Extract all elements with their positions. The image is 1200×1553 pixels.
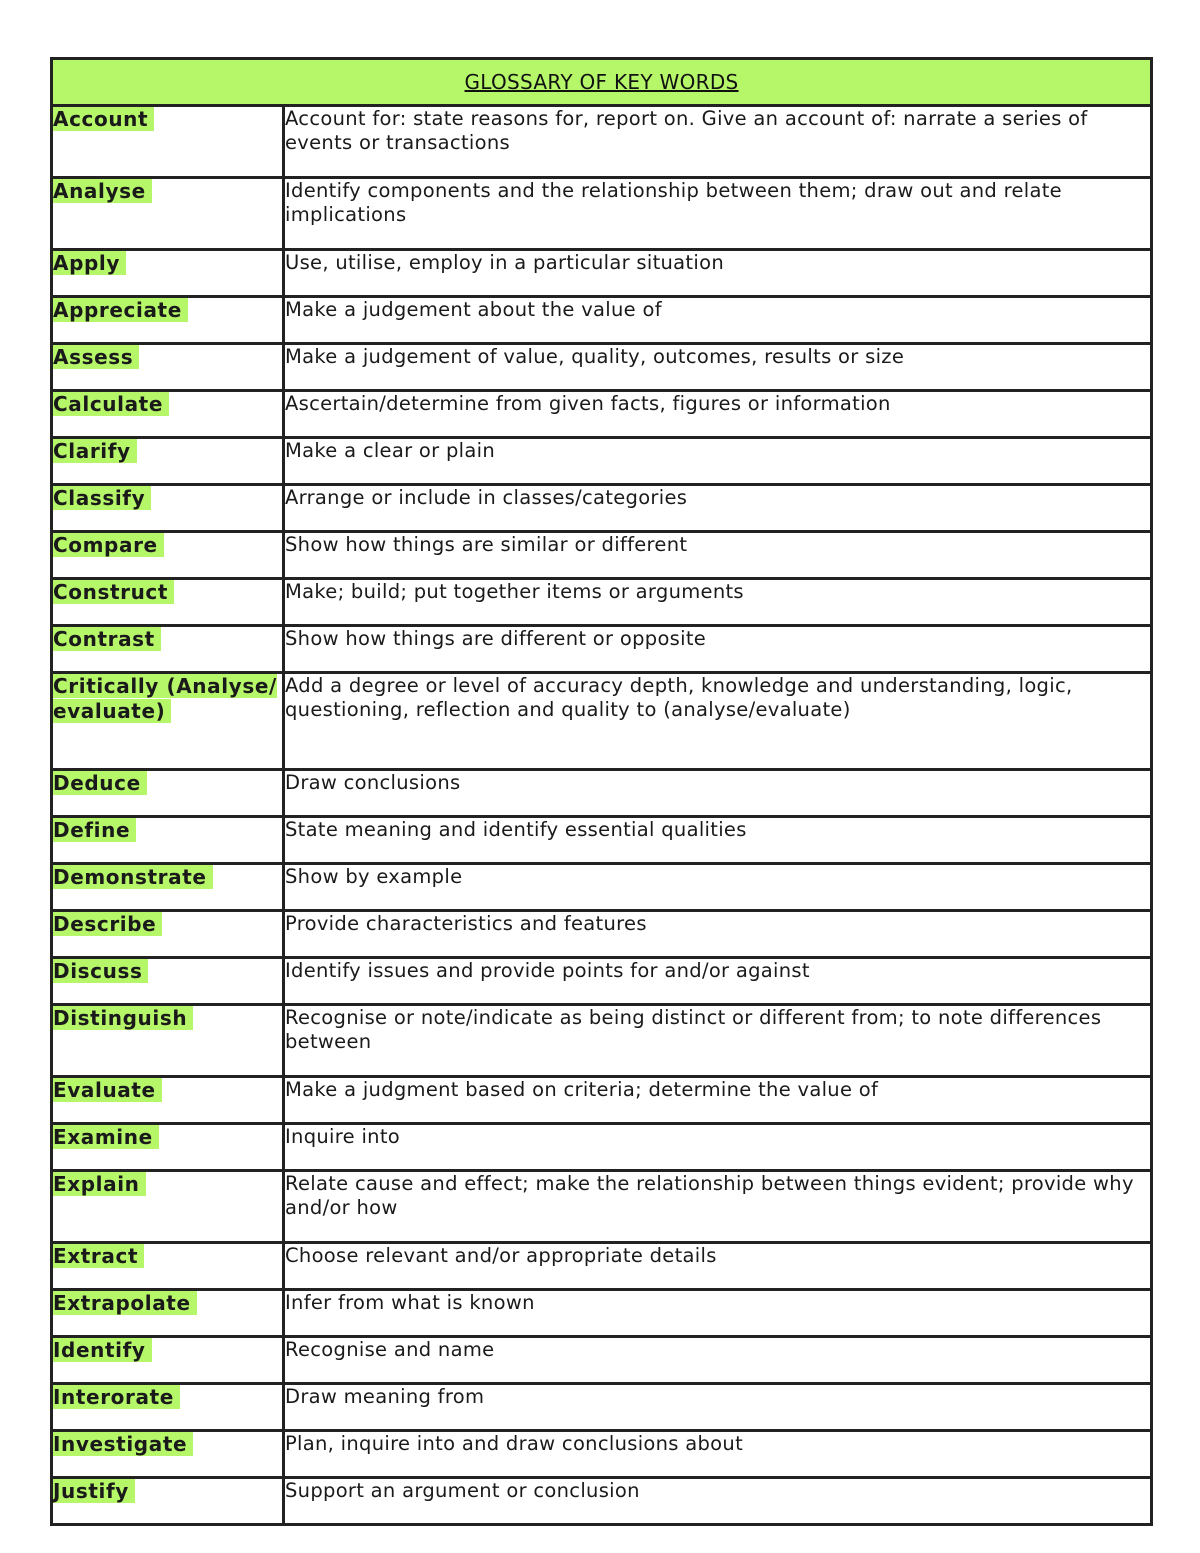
term-cell	[52, 1124, 284, 1171]
key-word-term: Distinguish	[53, 1006, 193, 1030]
key-word-term: Justify	[53, 1479, 135, 1503]
definition-cell	[284, 770, 1152, 817]
key-word-term: Assess	[53, 345, 139, 369]
definition-cell	[284, 1243, 1152, 1290]
key-word-definition: Show by example	[285, 865, 463, 888]
key-word-definition: Make a judgment based on criteria; determine the value of	[285, 1078, 879, 1101]
key-word-definition: Draw meaning from	[285, 1385, 485, 1408]
definition-cell	[284, 532, 1152, 579]
glossary-row	[52, 391, 1152, 438]
key-word-term: Define	[53, 818, 136, 842]
key-word-term: Contrast	[53, 627, 161, 651]
header-row	[52, 59, 1152, 106]
term-cell	[52, 817, 284, 864]
key-word-term: Investigate	[53, 1432, 193, 1456]
key-word-term: Apply	[53, 251, 126, 275]
term-cell	[52, 579, 284, 626]
term-cell	[52, 958, 284, 1005]
term-cell	[52, 391, 284, 438]
key-word-definition: Arrange or include in classes/categories	[285, 486, 688, 509]
key-word-definition: Account for: state reasons for, report on. Give an account of: narrate a series of events or transactions	[285, 107, 1088, 154]
term-cell	[52, 438, 284, 485]
key-word-term: Account	[53, 107, 154, 131]
key-word-definition: Ascertain/determine from given facts, figures or information	[285, 392, 891, 415]
key-word-term: Construct	[53, 580, 174, 604]
definition-cell	[284, 1384, 1152, 1431]
definition-cell	[284, 579, 1152, 626]
glossary-row	[52, 770, 1152, 817]
term-cell	[52, 485, 284, 532]
term-cell	[52, 1337, 284, 1384]
key-word-definition: Add a degree or level of accuracy depth, knowledge and understanding, logic, questioning, reflection and quality to (analyse/evaluate)	[285, 674, 1073, 721]
key-word-definition: Recognise or note/indicate as being distinct or different from; to note differences between	[285, 1006, 1102, 1053]
glossary-row	[52, 485, 1152, 532]
term-cell	[52, 344, 284, 391]
key-word-definition: Use, utilise, employ in a particular situation	[285, 251, 724, 274]
term-cell	[52, 532, 284, 579]
key-word-term: Analyse	[53, 179, 152, 203]
glossary-row	[52, 911, 1152, 958]
title-cell	[52, 59, 1152, 106]
term-cell	[52, 911, 284, 958]
definition-cell	[284, 626, 1152, 673]
key-word-definition: Plan, inquire into and draw conclusions about	[285, 1432, 744, 1455]
glossary-row	[52, 1337, 1152, 1384]
glossary-row	[52, 1005, 1152, 1077]
glossary-row	[52, 864, 1152, 911]
definition-cell	[284, 1478, 1152, 1525]
glossary-row	[52, 106, 1152, 178]
key-word-definition: Recognise and name	[285, 1338, 495, 1361]
key-word-term: Discuss	[53, 959, 148, 983]
term-cell	[52, 1384, 284, 1431]
definition-cell	[284, 1005, 1152, 1077]
key-word-term: Compare	[53, 533, 164, 557]
term-cell	[52, 1077, 284, 1124]
term-cell	[52, 297, 284, 344]
key-word-definition: Show how things are different or opposite	[285, 627, 707, 650]
glossary-row	[52, 438, 1152, 485]
key-word-definition: Choose relevant and/or appropriate details	[285, 1244, 717, 1267]
key-word-definition: Support an argument or conclusion	[285, 1479, 640, 1502]
key-word-term: Explain	[53, 1172, 146, 1196]
key-word-term: Extract	[53, 1244, 144, 1268]
glossary-row	[52, 817, 1152, 864]
key-word-definition: Show how things are similar or different	[285, 533, 688, 556]
definition-cell	[284, 673, 1152, 770]
key-word-term: Calculate	[53, 392, 169, 416]
term-cell	[52, 1431, 284, 1478]
glossary-row	[52, 1478, 1152, 1525]
key-word-term: Describe	[53, 912, 162, 936]
key-word-definition: Make a clear or plain	[285, 439, 495, 462]
definition-cell	[284, 250, 1152, 297]
key-word-definition: Make a judgement of value, quality, outcomes, results or size	[285, 345, 905, 368]
definition-cell	[284, 391, 1152, 438]
glossary-row	[52, 1171, 1152, 1243]
glossary-row	[52, 532, 1152, 579]
glossary-row	[52, 1077, 1152, 1124]
definition-cell	[284, 485, 1152, 532]
key-word-definition: Infer from what is known	[285, 1291, 535, 1314]
glossary-row	[52, 626, 1152, 673]
term-cell	[52, 1171, 284, 1243]
glossary-row	[52, 344, 1152, 391]
key-word-term: Extrapolate	[53, 1291, 197, 1315]
definition-cell	[284, 911, 1152, 958]
definition-cell	[284, 1431, 1152, 1478]
definition-cell	[284, 817, 1152, 864]
glossary-row	[52, 1243, 1152, 1290]
glossary-title: GLOSSARY OF KEY WORDS	[464, 70, 739, 94]
term-cell	[52, 178, 284, 250]
term-cell	[52, 250, 284, 297]
key-word-term: Examine	[53, 1125, 159, 1149]
term-cell	[52, 1290, 284, 1337]
glossary-row	[52, 178, 1152, 250]
glossary-row	[52, 579, 1152, 626]
key-word-term: Clarify	[53, 439, 137, 463]
glossary-row	[52, 297, 1152, 344]
definition-cell	[284, 1124, 1152, 1171]
key-word-term: Evaluate	[53, 1078, 162, 1102]
key-word-term: Critically (Analyse/evaluate)	[53, 674, 277, 723]
definition-cell	[284, 178, 1152, 250]
term-cell	[52, 106, 284, 178]
glossary-table	[50, 57, 1153, 1526]
key-word-definition: Provide characteristics and features	[285, 912, 647, 935]
key-word-definition: Relate cause and effect; make the relationship between things evident; provide why and/or how	[285, 1172, 1134, 1219]
term-cell	[52, 1005, 284, 1077]
glossary-row	[52, 1124, 1152, 1171]
term-cell	[52, 673, 284, 770]
key-word-definition: Inquire into	[285, 1125, 401, 1148]
key-word-definition: Make a judgement about the value of	[285, 298, 662, 321]
key-word-term: Interorate	[53, 1385, 180, 1409]
definition-cell	[284, 864, 1152, 911]
term-cell	[52, 626, 284, 673]
definition-cell	[284, 1171, 1152, 1243]
definition-cell	[284, 958, 1152, 1005]
definition-cell	[284, 106, 1152, 178]
glossary-row	[52, 1290, 1152, 1337]
glossary-row	[52, 250, 1152, 297]
definition-cell	[284, 1290, 1152, 1337]
term-cell	[52, 864, 284, 911]
key-word-definition: Make; build; put together items or arguments	[285, 580, 744, 603]
glossary-row	[52, 1431, 1152, 1478]
glossary-row	[52, 958, 1152, 1005]
key-word-term: Deduce	[53, 771, 147, 795]
term-cell	[52, 770, 284, 817]
definition-cell	[284, 297, 1152, 344]
glossary-row	[52, 673, 1152, 770]
definition-cell	[284, 438, 1152, 485]
definition-cell	[284, 1077, 1152, 1124]
glossary-body	[52, 106, 1152, 1525]
key-word-definition: Identify components and the relationship between them; draw out and relate implications	[285, 179, 1062, 226]
key-word-definition: State meaning and identify essential qualities	[285, 818, 747, 841]
term-cell	[52, 1478, 284, 1525]
key-word-term: Demonstrate	[53, 865, 213, 889]
key-word-term: Appreciate	[53, 298, 188, 322]
term-cell	[52, 1243, 284, 1290]
glossary-row	[52, 1384, 1152, 1431]
key-word-definition: Draw conclusions	[285, 771, 461, 794]
key-word-definition: Identify issues and provide points for and/or against	[285, 959, 810, 982]
key-word-term: Classify	[53, 486, 151, 510]
definition-cell	[284, 1337, 1152, 1384]
key-word-term: Identify	[53, 1338, 152, 1362]
definition-cell	[284, 344, 1152, 391]
